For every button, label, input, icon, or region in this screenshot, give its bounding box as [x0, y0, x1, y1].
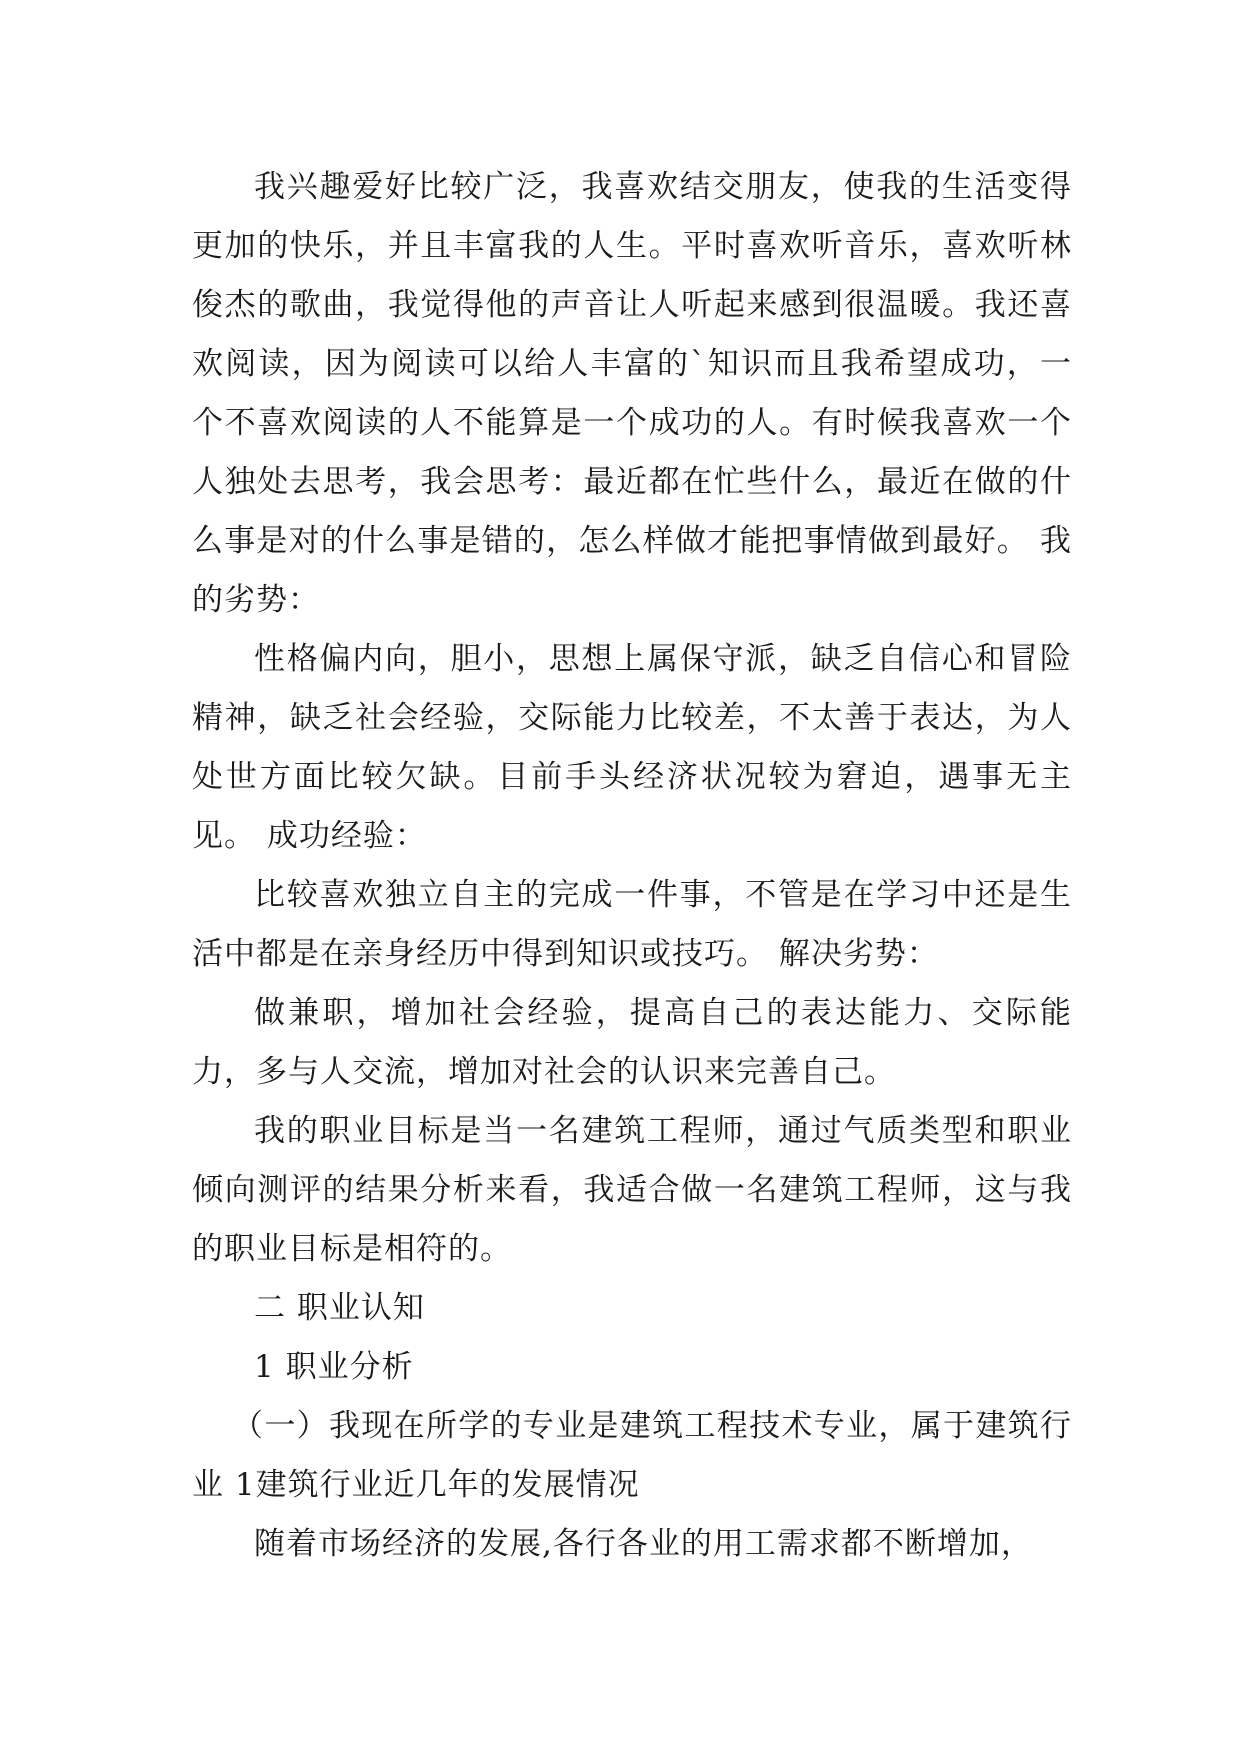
document-page — [192, 158, 1072, 1574]
paragraph-hobbies: 我兴趣爱好比较广泛，我喜欢结交朋友，使我的生活变得更加的快乐，并且丰富我的人生。平时喜欢听音乐，喜欢听林俊杰的歌曲，我觉得他的声音让人听起来感到很温暖。我还喜欢阅读，因为阅读可以给人丰富的`知识而且我希望成功，一个不喜欢阅读的人不能算是一个成功的人。有时候我喜欢一个人独处去思考，我会思考：最近都在忙些什么，最近在做的什么事是对的什么事是错的，怎么样做才能把事情做到最好。 我的劣势： — [192, 169, 1072, 618]
subheading-career-analysis: 1 职业分析 — [254, 1349, 414, 1385]
paragraph-career-goal: 我的职业目标是当一名建筑工程师，通过气质类型和职业倾向测评的结果分析来看，我适合做一名建筑工程师，这与我的职业目标是相符的。 — [192, 1113, 1072, 1267]
paragraph-success-experience: 比较喜欢独立自主的完成一件事，不管是在学习中还是生活中都是在亲身经历中得到知识或技巧。 解决劣势： — [192, 877, 1072, 972]
paragraph-solve-weaknesses: 做兼职，增加社会经验，提高自己的表达能力、交际能力，多与人交流，增加对社会的认识来完善自己。 — [192, 995, 1072, 1090]
paragraph-major: （一）我现在所学的专业是建筑工程技术专业，属于建筑行业 1建筑行业近几年的发展情况 — [192, 1408, 1072, 1503]
paragraph-weaknesses: 性格偏内向，胆小，思想上属保守派，缺乏自信心和冒险精神，缺乏社会经验，交际能力比较差，不太善于表达，为人处世方面比较欠缺。目前手头经济状况较为窘迫，遇事无主见。 成功经验： — [192, 641, 1072, 854]
section-heading-career-cognition: 二 职业认知 — [254, 1290, 425, 1326]
paragraph-market-economy: 随着市场经济的发展,各行各业的用工需求都不断增加， — [254, 1526, 1033, 1562]
